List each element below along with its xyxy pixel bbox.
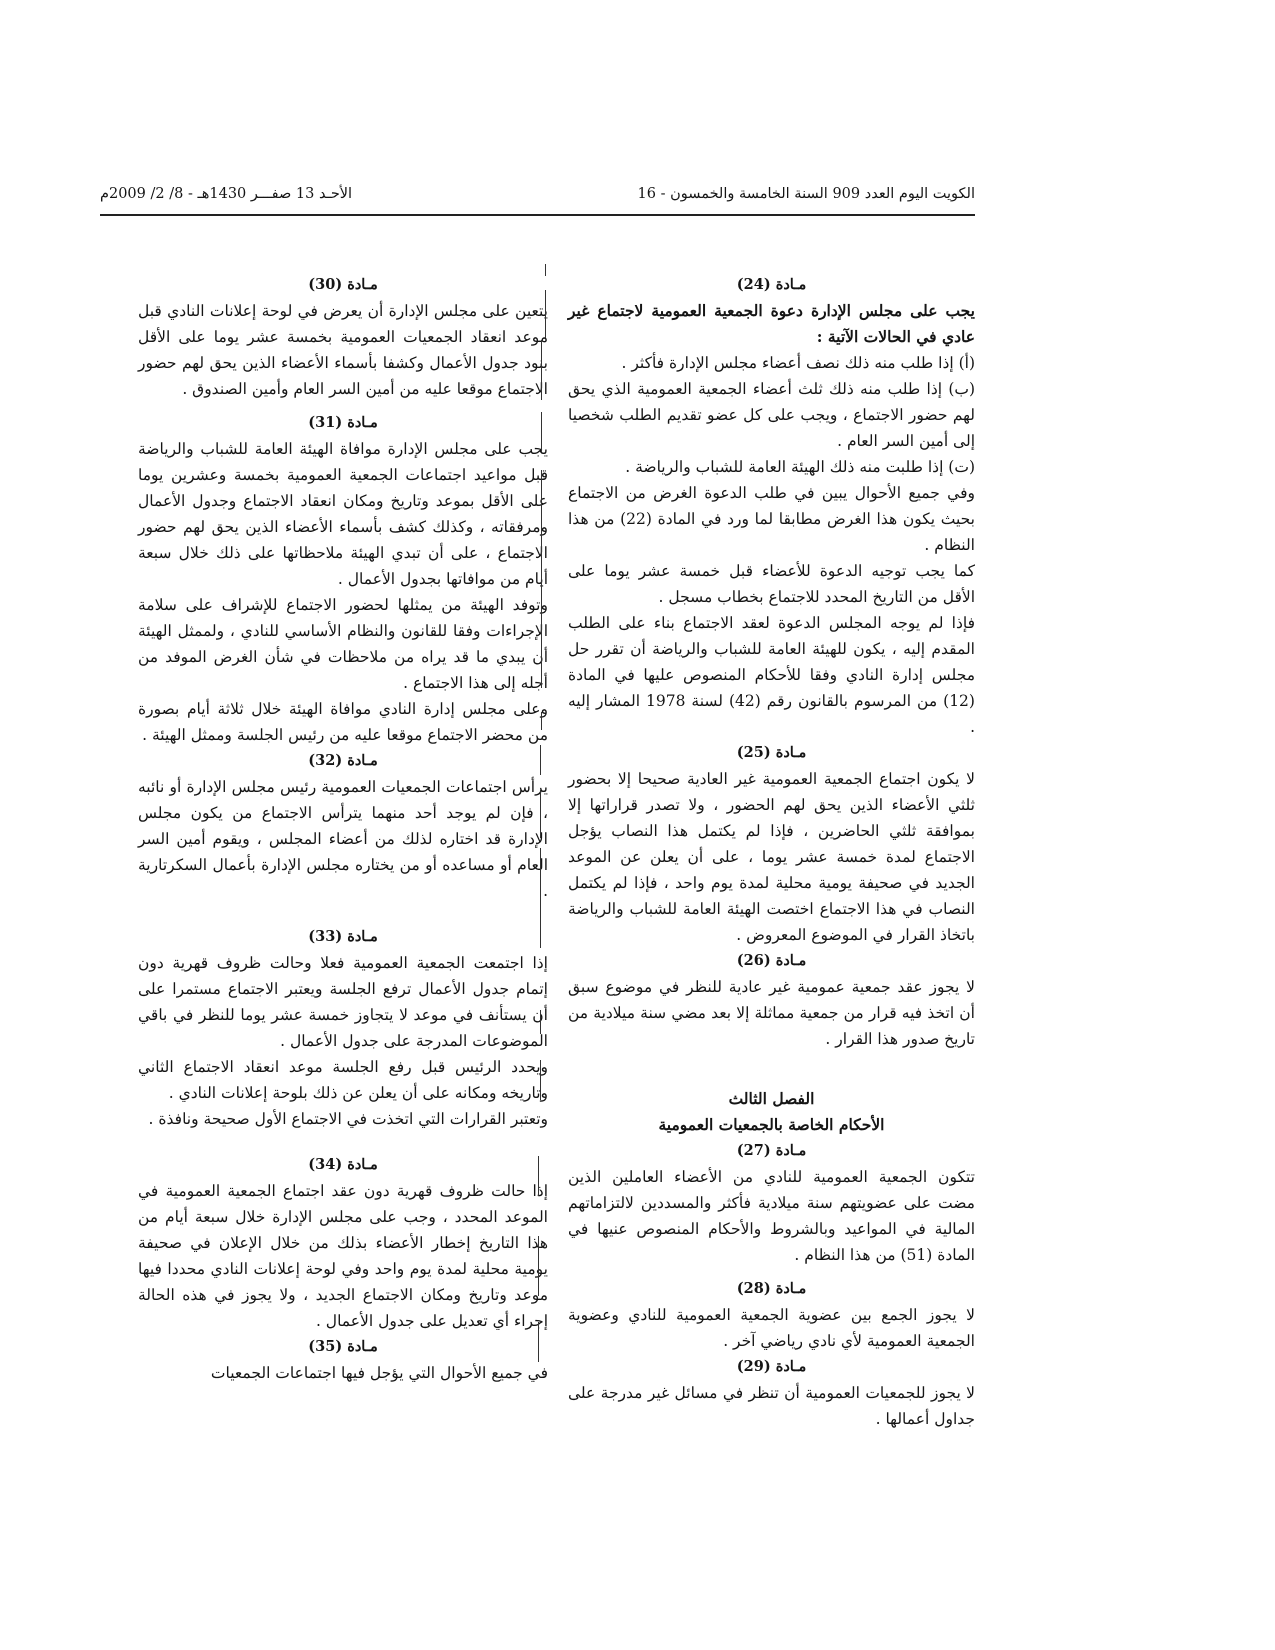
- article-paragraph: ويحدد الرئيس قبل رفع الجلسة موعد انعقاد الاجتماع الثاني وتاريخه ومكانه على أن يعلن عن ذلك بلوحة إعلانات النادي .: [138, 1058, 548, 1102]
- article-paragraph: إذا حالت ظروف قهرية دون عقد اجتماع الجمعية العمومية في الموعد المحدد ، وجب على مجلس الإدارة خلال سبعة أيام من هذا التاريخ إخطار الأعضاء بذلك من خلال الإعلان في صحيفة يومية محلية لمدة يوم واحد وفي لوحة إعلانات النادي محددا فيها موعد وتاريخ ومكان الاجتماع الجديد ، ولا يجوز في هذه الحالة إجراء أي تعديل على جدول الأعمال .: [138, 1182, 548, 1330]
- article-paragraph: وتعتبر القرارات التي اتخذت في الاجتماع الأول صحيحة ونافذة .: [148, 1110, 548, 1128]
- revision-bar: [545, 290, 546, 338]
- left-column: [138, 272, 548, 1386]
- revision-bar: [540, 1060, 541, 1100]
- article-paragraph: يرأس اجتماعات الجمعيات العمومية رئيس مجلس الإدارة أو نائبه ، فإن لم يوجد أحد منهما يترأس الاجتماع من يكون مجلس الإدارة قد اختاره لذلك من أعضاء المجلس ، ويقوم أمين السر العام أو مساعده أو من يختاره مجلس الإدارة بأعمال السكرتارية .: [138, 778, 548, 900]
- revision-bar: [538, 1322, 539, 1362]
- revision-bar: [540, 1010, 541, 1034]
- article-paragraph: يتعين على مجلس الإدارة أن يعرض في لوحة إعلانات النادي قبل موعد انعقاد الجمعيات العمومية بخمسة عشر يوما على الأقل بنود جدول الأعمال وكشفا بأسماء الأعضاء الذين يحق لهم حضور الاجتماع موقعا عليه من أمين السر العام وأمين الصندوق .: [138, 302, 548, 398]
- article-title: مـادة (27): [736, 1142, 807, 1159]
- revision-bar: [538, 1156, 539, 1196]
- chapter-subtitle: الأحكام الخاصة بالجمعيات العمومية: [658, 1115, 885, 1134]
- revision-bar: [540, 848, 541, 948]
- article-paragraph: تتكون الجمعية العمومية للنادي من الأعضاء العاملين الذين مضت على عضويتهم سنة ميلادية فأكثر والمسددين لالتزاماتهم المالية في المواعيد وبالشروط والأحكام المنصوص عنيها في المادة (51) من هذا النظام .: [568, 1168, 975, 1264]
- header-date: الأحـد 13 صفـــر 1430هـ - 8/ 2/ 2009م: [100, 186, 353, 202]
- revision-bar: [540, 790, 541, 838]
- article-paragraph: لا يجوز للجمعيات العمومية أن تنظر في مسائل غير مدرجة على جداول أعمالها .: [568, 1384, 975, 1428]
- article-paragraph: لا يكون اجتماع الجمعية العمومية غير العادية صحيحا إلا بحضور ثلثي الأعضاء الذين يحق لهم الحضور ، ولا تصدر قراراتها إلا بموافقة ثلثي الحاضرين ، فإذا لم يكتمل هذا النصاب يؤجل الاجتماع لمدة خمسة عشر يوما ، على أن يعلن عن الموعد الجديد في صحيفة يومية محلية لمدة يوم واحد ، فإذا لم يكتمل النصاب في هذا الاجتماع اختصت الهيئة العامة للشباب والرياضة باتخاذ القرار في الموضوع المعروض .: [568, 770, 975, 944]
- article-paragraph: وفي جميع الأحوال يبين في طلب الدعوة الغرض من الاجتماع بحيث يكون هذا الغرض مطابقا لما ورد في المادة (22) من هذا النظام .: [568, 484, 976, 554]
- revision-bar: [545, 264, 546, 276]
- revision-bar: [541, 712, 542, 730]
- article-paragraph: لا يجوز الجمع بين عضوية الجمعية العمومية للنادي وعضوية الجمعية العمومية لأي نادي رياضي آخر .: [568, 1306, 975, 1350]
- article-title: مـادة (29): [736, 1358, 807, 1375]
- article-title: مـادة (33): [308, 928, 378, 945]
- page-header: [100, 186, 975, 212]
- article-title: مـادة (26): [736, 952, 807, 969]
- article-title: مـادة (34): [308, 1156, 378, 1173]
- article-title: مـادة (35): [308, 1338, 378, 1355]
- article-paragraph: كما يجب توجيه الدعوة للأعضاء قبل خمسة عشر يوما على الأقل من التاريخ المحدد للاجتماع بخطاب مسجل .: [568, 562, 975, 606]
- article-title: مـادة (32): [308, 752, 378, 769]
- article-paragraph: إذا اجتمعت الجمعية العمومية فعلا وحالت ظروف قهرية دون إتمام جدول الأعمال ترفع الجلسة ويعتبر الاجتماع مستمرا على أن يستأنف في موعد لا يتجاوز خمسة عشر يوما للنظر في باقي الموضوعات المدرجة على جدول الأعمال .: [138, 954, 548, 1050]
- header-rule: [100, 214, 975, 216]
- header-issue-info: الكويت اليوم العدد 909 السنة الخامسة والخمسون - 16: [637, 186, 975, 202]
- article-title: مـادة (25): [736, 744, 807, 761]
- article-paragraph: وعلى مجلس إدارة النادي موافاة الهيئة خلال ثلاثة أيام بصورة من محضر الاجتماع موقعا عليه من رئيس الجلسة وممثل الهيئة .: [138, 700, 548, 744]
- article-item: (ت) إذا طلبت منه ذلك الهيئة العامة للشباب والرياضة .: [625, 458, 975, 476]
- revision-bar: [541, 412, 542, 452]
- article-paragraph: في جميع الأحوال التي يؤجل فيها اجتماعات الجمعيات: [210, 1364, 548, 1382]
- article-title: مـادة (28): [736, 1280, 807, 1297]
- article-item: (ب) إذا طلب منه ذلك ثلث أعضاء الجمعية العمومية الذي يحق لهم حضور الاجتماع ، ويجب على كل عضو تقديم الطلب شخصيا إلى أمين السر العام .: [568, 380, 975, 450]
- article-paragraph: وتوفد الهيئة من يمثلها لحضور الاجتماع للإشراف على سلامة الإجراءات وفقا للقانون والنظام الأساسي للنادي ، ولممثل الهيئة أن يبدي ما قد يراه من ملاحظات في شأن الغرض الموفد من أجله إلى هذا الاجتماع .: [138, 596, 548, 692]
- article-intro: يجب على مجلس الإدارة دعوة الجمعية العمومية لاجتماع غير عادي في الحالات الآتية :: [568, 301, 975, 346]
- article-paragraph: لا يجوز عقد جمعية عمومية غير عادية للنظر في موضوع سبق أن اتخذ فيه قرار من جمعية مماثلة إلا بعد مضي سنة ميلادية من تاريخ صدور هذا القرار .: [568, 978, 975, 1048]
- revision-bar: [541, 470, 542, 688]
- article-title: مـادة (31): [308, 414, 378, 431]
- article-item: (أ) إذا طلب منه ذلك نصف أعضاء مجلس الإدارة فأكثر .: [621, 354, 975, 372]
- article-paragraph: يجب على مجلس الإدارة موافاة الهيئة العامة للشباب والرياضة قبل مواعيد اجتماعات الجمعية العمومية بخمسة وعشرين يوما على الأقل بموعد وتاريخ ومكان انعقاد الاجتماع وجدول الأعمال ومرفقاته ، وكذلك كشف بأسماء الأعضاء الذين يحق لهم حضور الاجتماع ، على أن تبدي الهيئة ملاحظاتها على ذلك خلال سبعة أيام من موافاتها بجدول الأعمال .: [138, 440, 548, 588]
- revision-bar: [538, 1236, 539, 1296]
- revision-bar: [540, 745, 541, 775]
- revision-bar: [541, 340, 542, 400]
- right-column: [568, 272, 975, 1432]
- article-title: مـادة (24): [736, 276, 807, 293]
- article-title: مـادة (30): [308, 276, 378, 293]
- chapter-title: الفصل الثالث: [728, 1089, 815, 1108]
- article-paragraph: فإذا لم يوجه المجلس الدعوة لعقد الاجتماع بناء على الطلب المقدم إليه ، يكون للهيئة العامة للشباب والرياضة أن تقرر حل مجلس إدارة النادي وفقا للأحكام المنصوص عليها في المادة (12) من المرسوم بالقانون رقم (42) لسنة 1978 المشار إليه .: [568, 614, 975, 736]
